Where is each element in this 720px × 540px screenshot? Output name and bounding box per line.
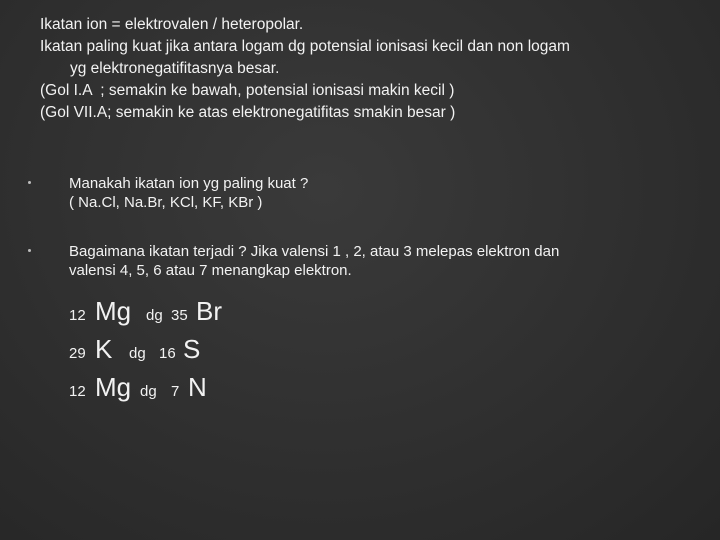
atomic-number: 12 <box>69 383 86 400</box>
element-symbol: Br <box>196 296 222 326</box>
list-item <box>28 174 678 212</box>
intro-line-4: (Gol VII.A; semakin ke atas elektronegatifitas smakin besar ) <box>40 104 456 121</box>
atomic-number: 35 <box>171 307 188 324</box>
bullet-question-line: valensi 4, 5, 6 atau 7 menangkap elektron. <box>69 262 352 279</box>
atomic-number: 16 <box>159 345 176 362</box>
bullet-icon <box>28 249 31 252</box>
bullet-question-line: Bagaimana ikatan terjadi ? Jika valensi 1 , 2, atau 3 melepas elektron dan <box>69 243 560 260</box>
connector-text: dg <box>140 383 157 400</box>
atomic-number: 7 <box>171 383 180 400</box>
atomic-number: 29 <box>69 345 86 362</box>
atomic-number: 12 <box>69 307 86 324</box>
element-symbol: Mg <box>95 296 132 326</box>
connector-text: dg <box>146 307 163 324</box>
intro-line-1: Ikatan ion = elektrovalen / heteropolar. <box>40 16 304 33</box>
element-symbol: K <box>95 334 113 364</box>
intro-line-3: (Gol I.A ; semakin ke bawah, potensial ionisasi makin kecil ) <box>40 82 455 99</box>
bullet-icon <box>28 181 31 184</box>
element-symbol: Mg <box>95 372 132 402</box>
intro-text <box>40 14 680 124</box>
intro-line-2-continued: yg elektronegatifitasnya besar. <box>70 60 280 77</box>
bullet-question-line: Manakah ikatan ion yg paling kuat ? <box>69 175 309 192</box>
bullet-list <box>28 174 678 310</box>
intro-line-2: Ikatan paling kuat jika antara logam dg potensial ionisasi kecil dan non logam <box>40 38 570 55</box>
list-item <box>28 242 678 280</box>
bullet-question-options: ( Na.Cl, Na.Br, KCl, KF, KBr ) <box>69 194 263 211</box>
connector-text: dg <box>129 345 146 362</box>
element-symbol: S <box>183 334 201 364</box>
element-symbol: N <box>188 372 207 402</box>
